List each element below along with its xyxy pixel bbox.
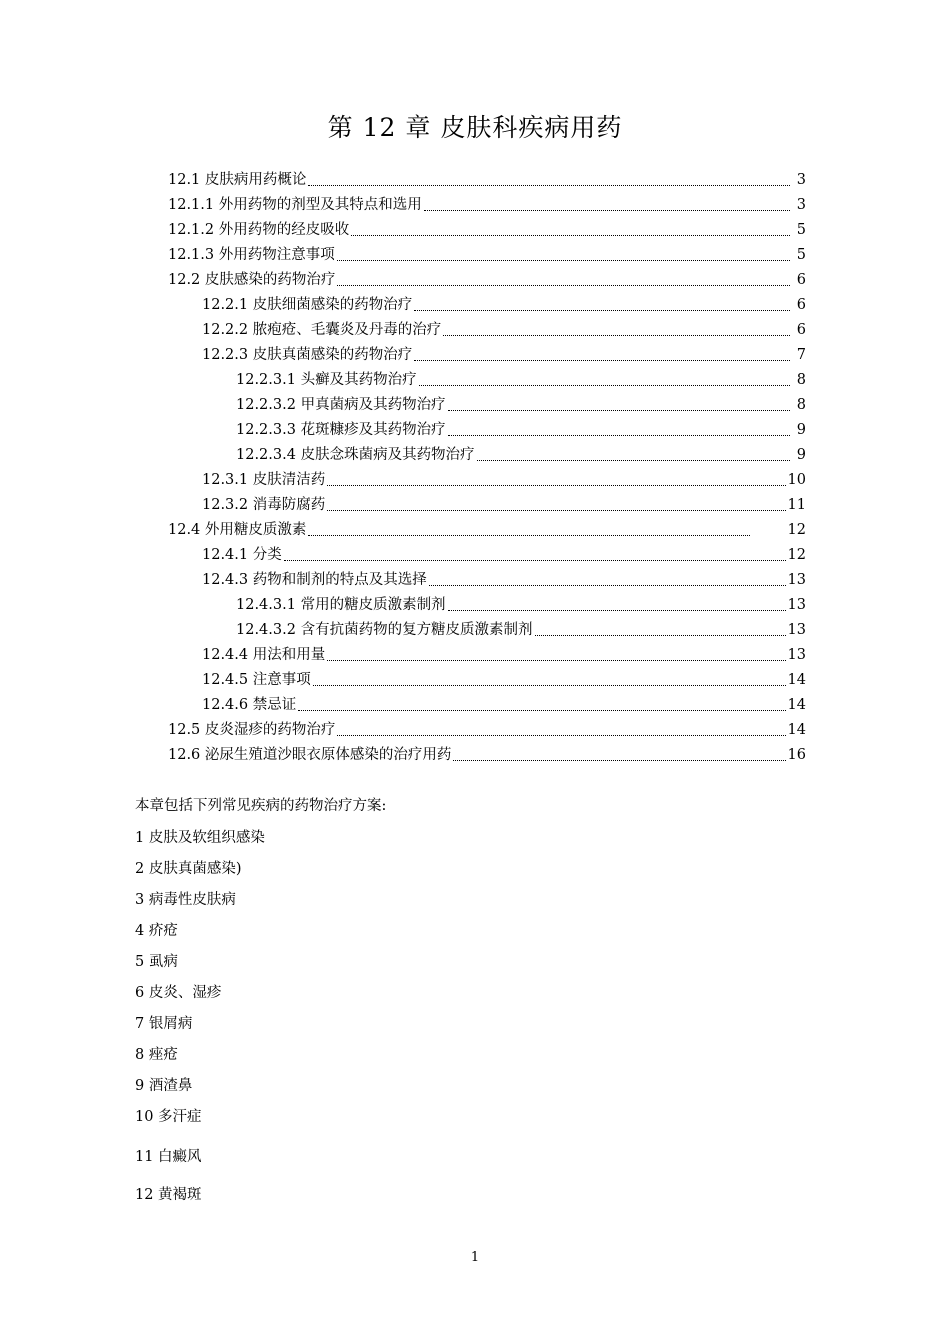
- toc-entry[interactable]: [202, 541, 806, 565]
- toc-entry-page: 13: [787, 647, 806, 663]
- toc-entry-page: 13: [787, 622, 806, 638]
- toc-entry-page: 9: [796, 422, 806, 438]
- toc-entry[interactable]: [202, 691, 806, 715]
- toc-entry-page: 7: [796, 347, 806, 363]
- list-item: 2 皮肤真菌感染): [135, 861, 242, 877]
- toc-leader-dots: [535, 621, 786, 636]
- toc-leader-dots: [414, 296, 790, 311]
- toc-entry[interactable]: [168, 266, 806, 290]
- toc-entry-label: 12.4.4 用法和用量: [202, 647, 326, 663]
- toc-entry-page: 16: [787, 747, 806, 763]
- toc-entry-label: 12.4.3.1 常用的糖皮质激素制剂: [236, 597, 446, 613]
- toc-entry[interactable]: [168, 191, 806, 215]
- toc-entry-label: 12.1 皮肤病用药概论: [168, 172, 307, 188]
- toc-entry-page: 6: [796, 322, 806, 338]
- toc-entry-label: 12.2.2 脓疱疮、毛囊炎及丹毒的治疗: [202, 322, 442, 338]
- toc-leader-dots: [448, 596, 786, 611]
- toc-entry-label: 12.4.6 禁忌证: [202, 697, 297, 713]
- toc-entry[interactable]: [236, 591, 806, 615]
- toc-entry[interactable]: [168, 241, 806, 265]
- list-item: 12 黄褐斑: [135, 1187, 202, 1203]
- toc-entry-label: 12.4.3 药物和制剂的特点及其选择: [202, 572, 427, 588]
- toc-entry-page: 14: [787, 672, 806, 688]
- list-item: 8 痤疮: [135, 1047, 178, 1063]
- toc-entry-label: 12.4.5 注意事项: [202, 672, 311, 688]
- toc-entry-label: 12.5 皮炎湿疹的药物治疗: [168, 722, 336, 738]
- toc-entry-page: 12: [787, 522, 806, 538]
- toc-entry-page: 9: [796, 447, 806, 463]
- toc-entry[interactable]: [202, 666, 806, 690]
- toc-leader-dots: [429, 571, 786, 586]
- toc-entry-label: 12.2.3.3 花斑糠疹及其药物治疗: [236, 422, 446, 438]
- toc-entry-label: 12.2.3 皮肤真菌感染的药物治疗: [202, 347, 413, 363]
- toc-leader-dots: [313, 671, 786, 686]
- toc-leader-dots: [337, 721, 785, 736]
- page-number: 1: [470, 1250, 480, 1265]
- toc-entry-page: 6: [796, 297, 806, 313]
- toc-leader-dots: [448, 396, 790, 411]
- toc-entry-page: 5: [796, 247, 806, 263]
- toc-entry-page: 3: [796, 197, 806, 213]
- toc-entry-label: 12.1.1 外用药物的剂型及其特点和选用: [168, 197, 422, 213]
- toc-entry[interactable]: [202, 316, 806, 340]
- toc-leader-dots: [448, 421, 790, 436]
- toc-entry-page: 8: [796, 397, 806, 413]
- toc-entry-page: 14: [787, 697, 806, 713]
- toc-leader-dots: [327, 471, 785, 486]
- toc-entry[interactable]: [168, 741, 806, 765]
- toc-leader-dots: [298, 696, 785, 711]
- toc-entry-label: 12.4.3.2 含有抗菌药物的复方糖皮质激素制剂: [236, 622, 533, 638]
- toc-entry-page: 6: [796, 272, 806, 288]
- list-item: 5 虱病: [135, 954, 178, 970]
- list-item: 11 白癜风: [135, 1149, 202, 1165]
- toc-entry-label: 12.2.1 皮肤细菌感染的药物治疗: [202, 297, 413, 313]
- toc-leader-dots: [327, 496, 785, 511]
- toc-leader-dots: [477, 446, 790, 461]
- toc-entry-page: 14: [787, 722, 806, 738]
- toc-leader-dots: [337, 246, 790, 261]
- toc-entry-page: 3: [796, 172, 806, 188]
- toc-leader-dots: [424, 196, 790, 211]
- list-item: 7 银屑病: [135, 1016, 193, 1032]
- list-item: 9 酒渣鼻: [135, 1078, 193, 1094]
- toc-leader-dots: [351, 221, 790, 236]
- toc-entry[interactable]: [236, 441, 806, 465]
- toc-entry-page: 5: [796, 222, 806, 238]
- toc-leader-dots: [419, 371, 790, 386]
- toc-entry-label: 12.4 外用糖皮质激素: [168, 522, 307, 538]
- toc-entry[interactable]: [168, 216, 806, 240]
- toc-entry-page: 12: [787, 547, 806, 563]
- list-item: 10 多汗症: [135, 1109, 202, 1125]
- toc-entry[interactable]: [202, 291, 806, 315]
- toc-entry-label: 12.6 泌尿生殖道沙眼衣原体感染的治疗用药: [168, 747, 452, 763]
- toc-entry-page: 11: [787, 497, 806, 513]
- toc-entry-page: 13: [787, 572, 806, 588]
- toc-entry-page: 13: [787, 597, 806, 613]
- toc-entry-label: 12.2.3.4 皮肤念珠菌病及其药物治疗: [236, 447, 475, 463]
- toc-entry[interactable]: [168, 166, 806, 190]
- toc-entry[interactable]: [202, 341, 806, 365]
- toc-entry[interactable]: [236, 391, 806, 415]
- toc-entry-label: 12.2.3.1 头癣及其药物治疗: [236, 372, 417, 388]
- toc-entry[interactable]: [168, 516, 806, 540]
- toc-leader-dots: [414, 346, 790, 361]
- chapter-intro: 本章包括下列常见疾病的药物治疗方案:: [135, 798, 387, 814]
- toc-entry[interactable]: [202, 566, 806, 590]
- toc-entry-label: 12.2.3.2 甲真菌病及其药物治疗: [236, 397, 446, 413]
- list-item: 6 皮炎、湿疹: [135, 985, 222, 1001]
- toc-leader-dots: [308, 521, 749, 536]
- toc-entry[interactable]: [202, 641, 806, 665]
- toc-entry-label: 12.3.1 皮肤清洁药: [202, 472, 326, 488]
- toc-entry-label: 12.2 皮肤感染的药物治疗: [168, 272, 336, 288]
- toc-entry-label: 12.4.1 分类: [202, 547, 282, 563]
- toc-leader-dots: [327, 646, 785, 661]
- toc-entry[interactable]: [202, 491, 806, 515]
- toc-leader-dots: [337, 271, 790, 286]
- toc-leader-dots: [308, 171, 790, 186]
- list-item: 4 疥疮: [135, 923, 178, 939]
- toc-entry[interactable]: [236, 416, 806, 440]
- toc-entry-label: 12.1.3 外用药物注意事项: [168, 247, 335, 263]
- list-item: 1 皮肤及软组织感染: [135, 830, 265, 846]
- toc-entry-label: 12.3.2 消毒防腐药: [202, 497, 326, 513]
- toc-entry-page: 10: [787, 472, 806, 488]
- toc-entry-label: 12.1.2 外用药物的经皮吸收: [168, 222, 350, 238]
- toc-leader-dots: [284, 546, 786, 561]
- page-title: 第 12 章 皮肤科疾病用药: [327, 113, 623, 142]
- list-item: 3 病毒性皮肤病: [135, 892, 236, 908]
- toc-entry[interactable]: [202, 466, 806, 490]
- toc-entry[interactable]: [236, 366, 806, 390]
- toc-leader-dots: [443, 321, 790, 336]
- toc-entry[interactable]: [236, 616, 806, 640]
- toc-entry-page: 8: [796, 372, 806, 388]
- toc-leader-dots: [453, 746, 785, 761]
- toc-entry[interactable]: [168, 716, 806, 740]
